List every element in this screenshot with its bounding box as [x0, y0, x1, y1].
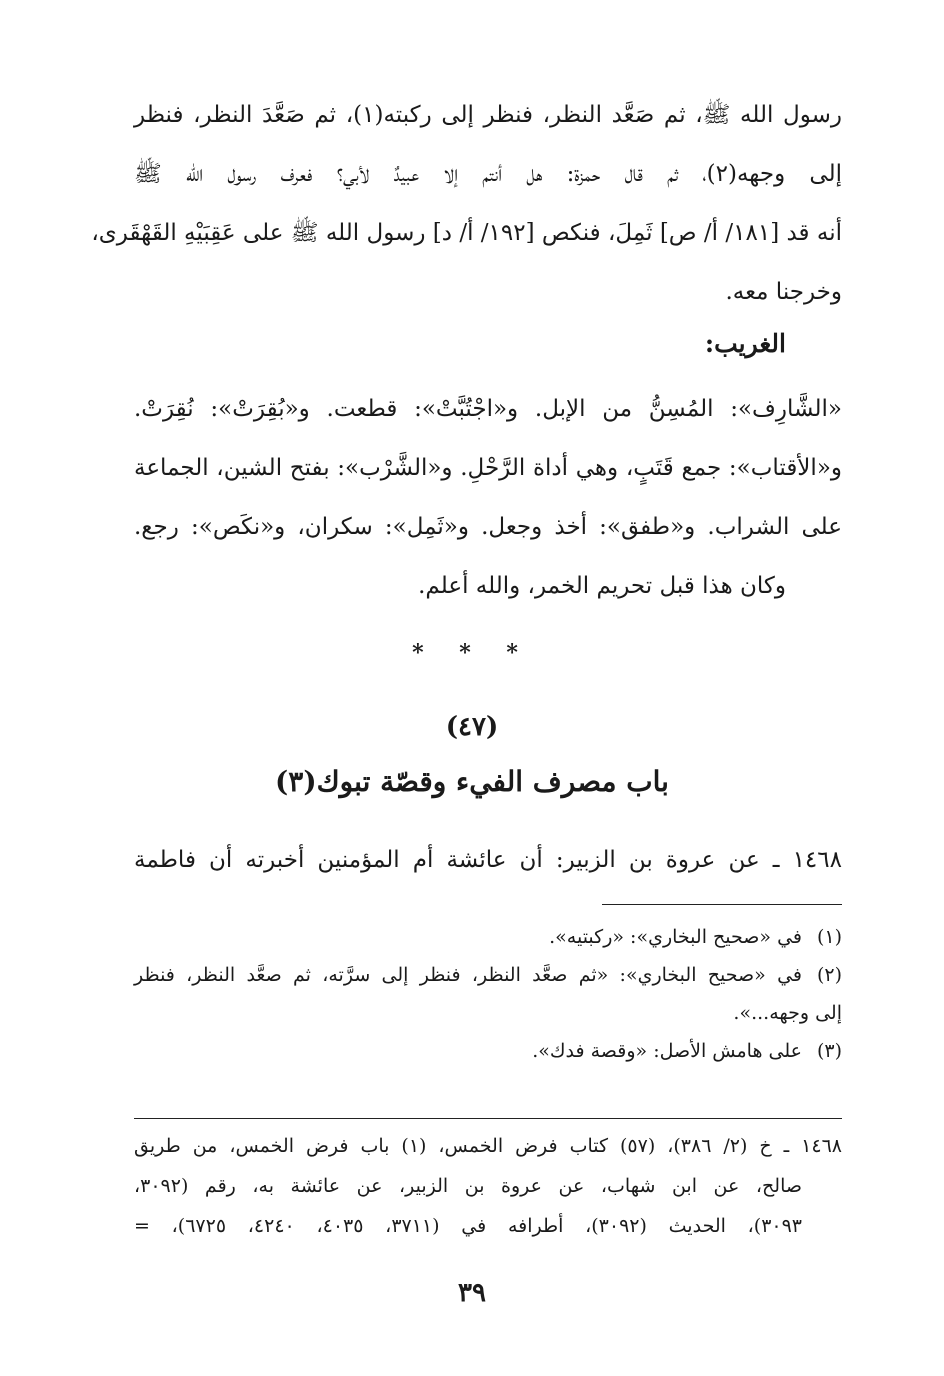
chapter-title: باب مصرف الفيء وقصّة تبوك(٣) — [275, 765, 669, 798]
footnote-number: (٣) — [816, 1040, 842, 1062]
gharib-text — [134, 380, 842, 616]
reference-line-3: ٣٠٩٣)، الحديث (٣٠٩٢)، أطرافه في (٣٧١١، ٤٠٣٥، ٤٢٤٠، ٦٧٢٥)، = — [134, 1215, 803, 1237]
gharib-line-1: «الشَّارِف»: المُسِنُّ من الإبل. و«اجْتُبَّتْ»: قطعت. و«بُقِرَتْ»: نُقِرَتْ. — [134, 396, 842, 422]
main-text — [91, 86, 842, 322]
reference-line-2: صالح، عن ابن شهاب، عن عروة بن الزبير، عن عائشة به، رقم (٣٠٩٢، — [134, 1175, 802, 1197]
reference-line-1: ١٤٦٨ ـ خ (٢/ ٣٨٦)، (٥٧) كتاب فرض الخمس، (١) باب فرض الخمس، من طريق — [134, 1135, 842, 1157]
footnote-2 — [134, 956, 842, 994]
body-line-3: أنه قد [١٨١/ أ/ ص] ثَمِلَ، فنكص [١٩٢/ أ/ د] رسول الله ﷺ على عَقِبَيْهِ القَهْقَرى، — [91, 220, 842, 246]
footnote-text: على هامش الأصل: «وقصة فدك». — [532, 1040, 802, 1062]
body-line-2: إلى وجهه(٢)، ثم قال حمزة: هل أنتم إلا عبيدٌ لأبي؟ فعرف رسول الله ﷺ — [134, 161, 842, 187]
gharib-line-4: وكان هذا قبل تحريم الخمر، والله أعلم. — [418, 573, 786, 599]
footnote-1 — [134, 918, 842, 956]
footnote-text: في «صحيح البخاري»: «ركبتيه». — [549, 926, 802, 948]
body-line-4: وخرجنا معه. — [725, 279, 842, 305]
footnote-2-continuation: إلى وجهه...». — [733, 1002, 842, 1024]
chapter-number: (٤٧) — [445, 712, 499, 742]
page-number: ٣٩ — [458, 1278, 486, 1308]
references-divider — [134, 1118, 842, 1119]
footnote-text: في «صحيح البخاري»: «ثم صعَّد النظر، فنظر إلى سرَّته، ثم صعَّد النظر، فنظر — [134, 964, 802, 986]
gharib-heading: الغريب: — [704, 329, 786, 358]
footnote-number: (٢) — [816, 964, 842, 986]
footnote-number: (١) — [816, 926, 842, 948]
gharib-line-3: على الشراب. و«طفق»: أخذ وجعل. و«ثَمِل»: سكران، و«نكَص»: رجع. — [134, 514, 842, 540]
footnote-divider — [602, 904, 842, 905]
gharib-line-2: و«الأقتاب»: جمع قَتَبٍ، وهي أداة الرَّحْلِ. و«الشَّرْب»: بفتح الشين، الجماعة — [134, 455, 842, 481]
section-separator: * * * — [412, 640, 532, 666]
body-line-1: رسول الله ﷺ، ثم صَعَّد النظر، فنظر إلى ركبته(١)، ثم صَعَّدَ النظر، فنظر — [134, 102, 842, 128]
footnotes — [134, 918, 842, 1070]
references — [134, 1126, 842, 1246]
footnote-3 — [134, 1032, 842, 1070]
hadith-opening-line: ١٤٦٨ ـ عن عروة بن الزبير: أن عائشة أم المؤمنين أخبرته أن فاطمة — [134, 847, 842, 873]
